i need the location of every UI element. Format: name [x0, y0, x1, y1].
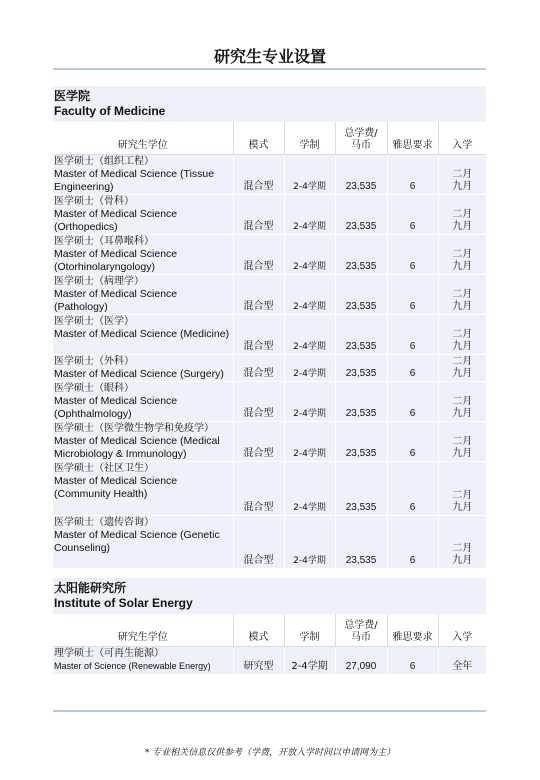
header-ielts: 雅思要求 [387, 614, 438, 647]
header-fee-line2: 马币 [351, 140, 371, 151]
program-cell [53, 647, 233, 675]
fee-cell: 23,535 [335, 355, 387, 382]
section-institute-of-solar-energy [53, 578, 486, 675]
intake-1: 全年 [452, 661, 473, 672]
program-table [53, 122, 486, 569]
section-name-zh: 医学院 [54, 89, 91, 103]
duration-cell: 2-4学期 [284, 462, 335, 516]
program-table [53, 614, 486, 675]
header-fee [335, 614, 387, 647]
intake-cell [438, 516, 486, 569]
table-row [53, 647, 486, 675]
header-intake: 入学 [438, 122, 486, 155]
table-row [53, 155, 486, 195]
duration-cell: 2-4学期 [284, 355, 335, 382]
fee-cell: 23,535 [335, 382, 387, 422]
program-name-en: Master of Medical Science (Orthopedics) [54, 208, 178, 233]
mode-cell: 混合型 [233, 462, 284, 516]
ielts-cell: 6 [387, 422, 438, 462]
duration-cell: 2-4学期 [284, 315, 335, 355]
table-row [53, 516, 486, 569]
program-name-en: Master of Medical Science (Genetic Counseling) [54, 529, 220, 554]
program-cell [53, 315, 233, 355]
table-header-row [53, 122, 486, 155]
mode-cell: 混合型 [233, 422, 284, 462]
mode-cell: 研究型 [233, 647, 284, 675]
footnote: * 专业相关信息仅供参考（学费，开放入学时间以申请网为主） [144, 748, 396, 758]
program-name-en: Master of Medical Science (Medicine) [54, 328, 230, 340]
intake-1: 二月 [452, 356, 473, 367]
mode-cell: 混合型 [233, 355, 284, 382]
header-ielts: 雅思要求 [387, 122, 438, 155]
duration-cell: 2-4学期 [284, 155, 335, 195]
table-row [53, 315, 486, 355]
table-row [53, 355, 486, 382]
section-faculty-of-medicine [53, 86, 486, 569]
intake-2: 九月 [452, 261, 473, 272]
duration-cell: 2-4学期 [284, 382, 335, 422]
ielts-cell: 6 [387, 275, 438, 315]
program-cell [53, 355, 233, 382]
intake-cell [438, 422, 486, 462]
duration-cell: 2-4学期 [284, 422, 335, 462]
intake-2: 九月 [452, 221, 473, 232]
header-duration: 学制 [284, 614, 335, 647]
page-title: 研究生专业设置 [213, 47, 326, 66]
intake-2: 九月 [452, 368, 473, 379]
header-mode: 模式 [233, 122, 284, 155]
intake-cell [438, 462, 486, 516]
program-name-zh: 医学硕士（遗传咨询） [54, 517, 154, 528]
intake-cell [438, 275, 486, 315]
ielts-cell: 6 [387, 462, 438, 516]
table-row [53, 462, 486, 516]
program-cell [53, 462, 233, 516]
intake-1: 二月 [452, 436, 473, 447]
program-name-en: Master of Medical Science (Surgery) [54, 368, 224, 380]
program-name-zh: 医学硕士（社区卫生） [54, 463, 154, 474]
program-name-en: Master of Medical Science (Medical Microbiology & Immunology) [54, 435, 220, 460]
intake-2: 九月 [452, 448, 473, 459]
header-fee-line2: 马币 [351, 632, 371, 643]
header-program: 研究生学位 [53, 614, 233, 647]
program-name-zh: 医学硕士（医学微生物学和免疫学） [54, 423, 214, 434]
program-name-en: Master of Science (Renewable Energy) [54, 661, 211, 671]
ielts-cell: 6 [387, 235, 438, 275]
duration-cell: 2-4学期 [284, 647, 335, 675]
mode-cell: 混合型 [233, 235, 284, 275]
program-cell [53, 195, 233, 235]
mode-cell: 混合型 [233, 315, 284, 355]
table-header-row [53, 614, 486, 647]
program-name-zh: 医学硕士（眼科） [54, 383, 134, 394]
intake-2: 九月 [452, 555, 473, 566]
fee-cell: 23,535 [335, 315, 387, 355]
intake-cell [438, 382, 486, 422]
fee-cell: 23,535 [335, 422, 387, 462]
intake-cell [438, 235, 486, 275]
section-name-zh: 太阳能研究所 [54, 581, 127, 595]
ielts-cell: 6 [387, 315, 438, 355]
header-intake: 入学 [438, 614, 486, 647]
duration-cell: 2-4学期 [284, 516, 335, 569]
fee-cell: 23,535 [335, 516, 387, 569]
program-name-en: Master of Medical Science (Pathology) [54, 288, 178, 313]
program-cell [53, 422, 233, 462]
program-cell [53, 275, 233, 315]
table-row [53, 382, 486, 422]
header-fee [335, 122, 387, 155]
duration-cell: 2-4学期 [284, 195, 335, 235]
ielts-cell: 6 [387, 195, 438, 235]
program-name-en: Master of Medical Science (Ophthalmology) [54, 395, 178, 420]
program-cell [53, 516, 233, 569]
fee-cell: 23,535 [335, 462, 387, 516]
header-fee-line1: 总学费/ [344, 128, 378, 139]
fee-cell: 23,535 [335, 155, 387, 195]
section-header [53, 86, 486, 122]
intake-1: 二月 [452, 289, 473, 300]
table-row [53, 235, 486, 275]
mode-cell: 混合型 [233, 516, 284, 569]
fee-cell: 27,090 [335, 647, 387, 675]
fee-cell: 23,535 [335, 275, 387, 315]
intake-1: 二月 [452, 543, 473, 554]
bottom-divider [53, 710, 486, 712]
ielts-cell: 6 [387, 647, 438, 675]
intake-2: 九月 [452, 301, 473, 312]
program-name-en: Master of Medical Science (Otorhinolaryngology) [54, 248, 178, 273]
program-cell [53, 155, 233, 195]
program-name-en: Master of Medical Science (Tissue Engineering) [54, 168, 215, 193]
table-row [53, 195, 486, 235]
header-fee-line1: 总学费/ [344, 620, 378, 631]
intake-2: 九月 [452, 341, 473, 352]
program-name-zh: 医学硕士（组织工程） [54, 156, 154, 167]
program-name-en: Master of Medical Science (Community Health) [54, 475, 178, 500]
program-name-zh: 医学硕士（病理学） [54, 276, 144, 287]
top-divider [53, 68, 486, 70]
fee-cell: 23,535 [335, 235, 387, 275]
section-name-en: Institute of Solar Energy [54, 596, 193, 610]
header-program: 研究生学位 [53, 122, 233, 155]
duration-cell: 2-4学期 [284, 275, 335, 315]
mode-cell: 混合型 [233, 195, 284, 235]
table-row [53, 422, 486, 462]
program-cell [53, 235, 233, 275]
program-name-zh: 医学硕士（骨科） [54, 196, 134, 207]
ielts-cell: 6 [387, 382, 438, 422]
ielts-cell: 6 [387, 516, 438, 569]
mode-cell: 混合型 [233, 155, 284, 195]
intake-1: 二月 [452, 249, 473, 260]
program-name-zh: 医学硕士（耳鼻喉科） [54, 236, 154, 247]
intake-cell [438, 195, 486, 235]
intake-2: 九月 [452, 408, 473, 419]
section-header [53, 578, 486, 614]
program-name-zh: 医学硕士（医学） [54, 316, 134, 327]
intake-1: 二月 [452, 329, 473, 340]
intake-1: 二月 [452, 169, 473, 180]
ielts-cell: 6 [387, 155, 438, 195]
section-name-en: Faculty of Medicine [54, 104, 166, 118]
program-name-zh: 理学硕士（可再生能源） [54, 648, 164, 659]
mode-cell: 混合型 [233, 382, 284, 422]
ielts-cell: 6 [387, 355, 438, 382]
intake-cell [438, 315, 486, 355]
intake-1: 二月 [452, 396, 473, 407]
intake-cell [438, 647, 486, 675]
duration-cell: 2-4学期 [284, 235, 335, 275]
program-cell [53, 382, 233, 422]
intake-2: 九月 [452, 181, 473, 192]
fee-cell: 23,535 [335, 195, 387, 235]
table-row [53, 275, 486, 315]
header-mode: 模式 [233, 614, 284, 647]
intake-cell [438, 155, 486, 195]
program-name-zh: 医学硕士（外科） [54, 356, 134, 367]
intake-1: 二月 [452, 209, 473, 220]
intake-2: 九月 [452, 502, 473, 513]
intake-1: 二月 [452, 490, 473, 501]
header-duration: 学制 [284, 122, 335, 155]
mode-cell: 混合型 [233, 275, 284, 315]
intake-cell [438, 355, 486, 382]
